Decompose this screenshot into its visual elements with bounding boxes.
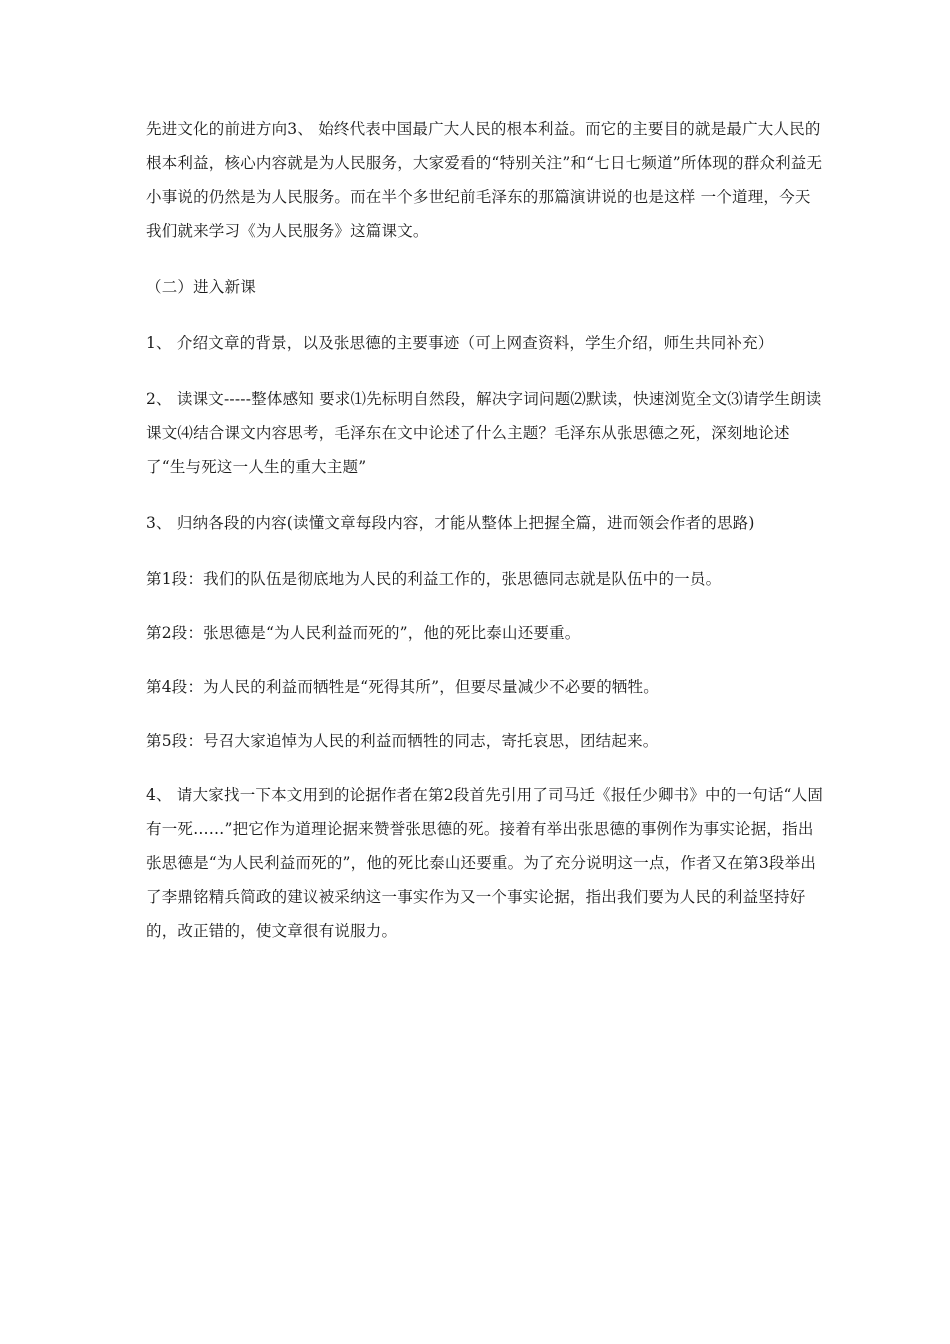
document-body: [146, 112, 826, 970]
step-1-paragraph: 1、 介绍文章的背景，以及张思德的主要事迹（可上网查资料，学生介绍，师生共同补充）: [146, 334, 774, 352]
step-2-paragraph: 2、 读课文-----整体感知 要求⑴先标明自然段，解决字词问题⑵默读，快速浏览全文⑶请学生朗读课文⑷结合课文内容思考，毛泽东在文中论述了什么主题？毛泽东从张思德之死，深刻地论述了“生与死这一人生的重大主题”: [146, 390, 822, 476]
step-4-paragraph: 4、 请大家找一下本文用到的论据作者在第2段首先引用了司马迁《报任少卿书》中的一句话“人固有一死……”把它作为道理论据来赞誉张思德的死。接着有举出张思德的事例作为事实论据，指出张思德是“为人民利益而死的”，他的死比泰山还要重。为了充分说明这一点，作者又在第3段举出了李鼎铭精兵简政的建议被采纳这一事实作为又一个事实论据，指出我们要为人民的利益坚持好的，改正错的，使文章很有说服力。: [146, 786, 824, 940]
section-1-summary: 第1段：我们的队伍是彻底地为人民的利益工作的，张思德同志就是队伍中的一员。: [146, 570, 722, 588]
section-heading: （二）进入新课: [146, 278, 256, 296]
section-5-summary: 第5段：号召大家追悼为人民的利益而牺牲的同志，寄托哀思，团结起来。: [146, 732, 659, 750]
section-4-summary: 第4段：为人民的利益而牺牲是“死得其所”，但要尽量减少不必要的牺牲。: [146, 678, 660, 696]
section-2-summary: 第2段：张思德是“为人民利益而死的”，他的死比泰山还要重。: [146, 624, 581, 642]
intro-paragraph: 先进文化的前进方向3、 始终代表中国最广大人民的根本利益。而它的主要目的就是最广大人民的根本利益，核心内容就是为人民服务，大家爱看的“特别关注”和“七日七频道”所体现的群众利益无小事说的仍然是为人民服务。而在半个多世纪前毛泽东的那篇演讲说的也是这样 一个道理，今天我们就来学习《为人民服务》这篇课文。: [146, 120, 823, 240]
step-3-paragraph: 3、 归纳各段的内容(读懂文章每段内容，才能从整体上把握全篇，进而领会作者的思路): [146, 514, 755, 532]
